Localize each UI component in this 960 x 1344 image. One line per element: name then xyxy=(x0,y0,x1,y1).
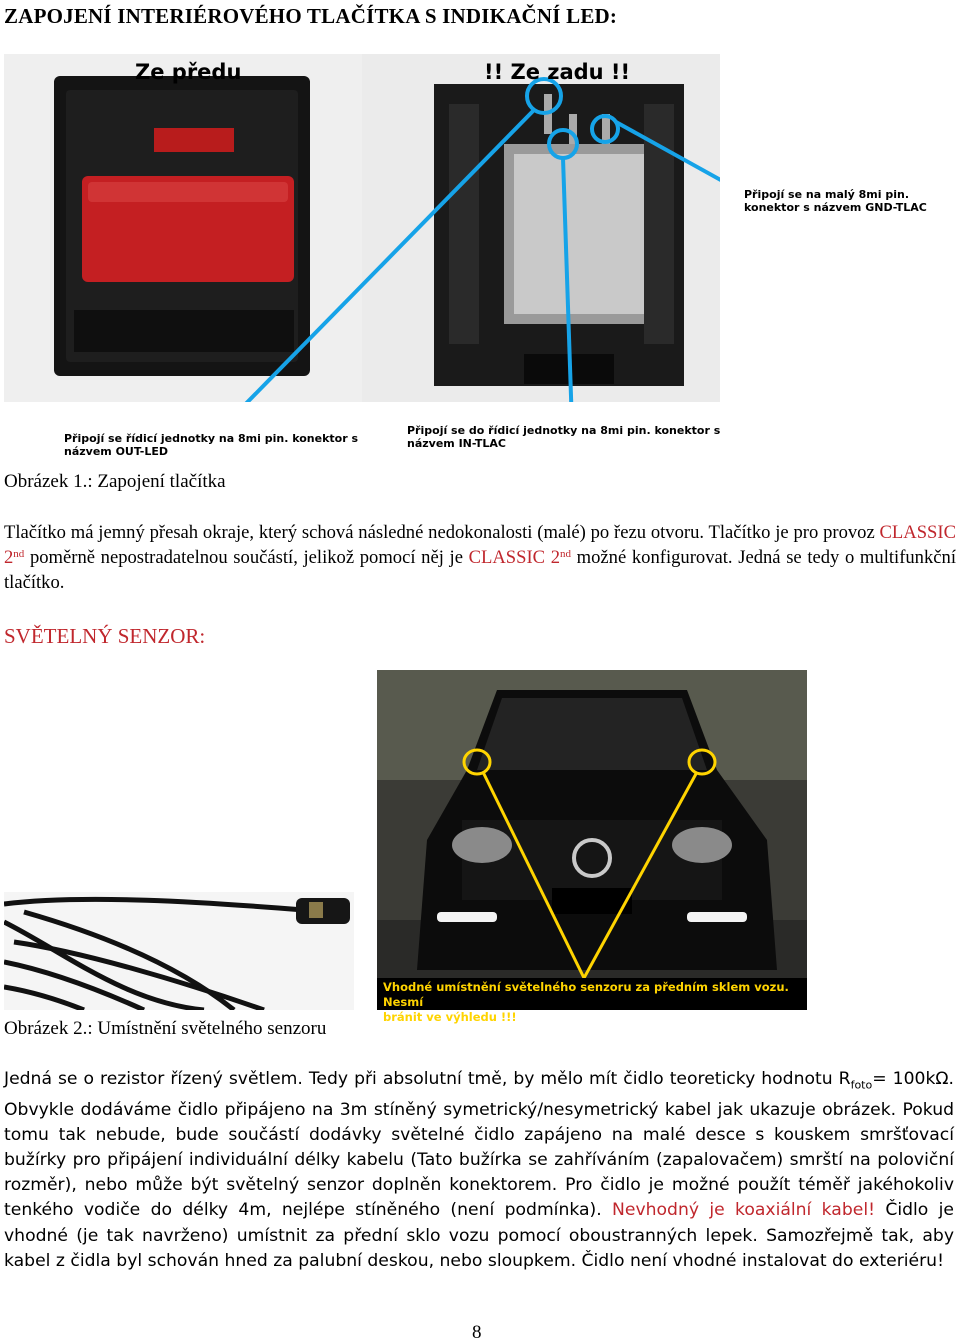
callout-in-line1: Připojí se do řídicí jednotky na 8mi pin. konektor s xyxy=(407,424,721,437)
callout-out-line1: Připojí se řídicí jednotky na 8mi pin. konektor s xyxy=(64,432,359,445)
classic-sup-2: nd xyxy=(560,548,572,560)
front-label: Ze předu xyxy=(135,60,242,84)
page-number: 8 xyxy=(472,1322,482,1343)
para2-subscript: foto xyxy=(850,1078,873,1092)
car-photo-label xyxy=(383,980,803,1025)
callout-gnd-tlac xyxy=(744,188,927,214)
para1-text2: poměrně nepostradatelnou součástí, jelikož pomocí něj je xyxy=(24,547,469,568)
callout-gnd-line1: Připojí se na malý 8mi pin. xyxy=(744,188,910,201)
page-heading: ZAPOJENÍ INTERIÉROVÉHO TLAČÍTKA S INDIKAČNÍ LED: xyxy=(4,4,618,28)
back-label: !! Ze zadu !! xyxy=(484,60,631,84)
section-heading-sensor: SVĚTELNÝ SENZOR: xyxy=(4,624,206,648)
callout-out-led xyxy=(64,432,358,458)
callout-gnd-line2: konektor s názvem GND-TLAC xyxy=(744,201,927,214)
classic-name-1: CLASSIC 2 xyxy=(4,522,956,568)
car-sensor-location-photo xyxy=(377,670,807,1010)
callout-out-line2: názvem OUT-LED xyxy=(64,445,168,458)
classic-sup-1: nd xyxy=(13,548,25,560)
figure2-caption: Obrázek 2.: Umístnění světelného senzoru xyxy=(4,1018,327,1039)
sensor-cable-photo xyxy=(4,892,354,1010)
para2-text3: Čidlo je vhodné (je tak navrženo) umístnit za přední sklo vozu pomocí oboustranných lepek. Samozřejmě tak, aby kabel z čidla byl schován hned za palubní deskou, nebo sloupkem. Čidlo není vhodné instalovat do exteriéru! xyxy=(4,1200,954,1271)
figure1-caption: Obrázek 1.: Zapojení tlačítka xyxy=(4,471,226,492)
callout-in-line2: názvem IN-TLAC xyxy=(407,437,506,450)
classic-name-2: CLASSIC 2 xyxy=(468,547,561,568)
paragraph-sensor xyxy=(4,1067,954,1274)
front-view-photo xyxy=(4,54,362,402)
button-wiring-photo xyxy=(4,54,720,464)
paragraph-button xyxy=(4,520,956,595)
car-label-line2: bránit ve výhledu !!! xyxy=(383,1010,517,1024)
para2-text1: Jedná se o rezistor řízený světlem. Tedy při absolutní tmě, by mělo mít čidlo teoreticky hodnotu R xyxy=(4,1069,851,1089)
para2-warning: Nevhodný je koaxiální kabel! xyxy=(612,1200,875,1221)
callout-in-tlac xyxy=(407,424,720,450)
car-label-line1: Vhodné umístnění světelného senzoru za předním sklem vozu. Nesmí xyxy=(383,980,789,1009)
para1-text3: možné konfigurovat. Jedná se tedy o multifunkční tlačítko. xyxy=(4,547,956,593)
para1-text1: Tlačítko má jemný přesah okraje, který schová následné nedokonalosti (malé) po řezu otvoru. Tlačítko je pro provoz xyxy=(4,522,880,543)
para2-text2: = 100kΩ. Obvykle dodáváme čidlo připájeno na 3m stíněný symetrický/nesymetrický kabel jak ukazuje obrázek. Pokud tomu tak nebude, bude součástí dodávky světelné čidlo zapájeno na malé desce s kouskem smršťovací bužírky pro připájení individuální délky kabelu (Tato bužírka se zahříváním (zapalovačem) smrští na poloviční rozměr), nebo může být světelný senzor doplněn konektorem. Pro čidlo je možné použít téměř jakéhokoliv tenkého vodiče do délky 4m, nejlépe stíněného (není podmínka). xyxy=(4,1069,954,1221)
